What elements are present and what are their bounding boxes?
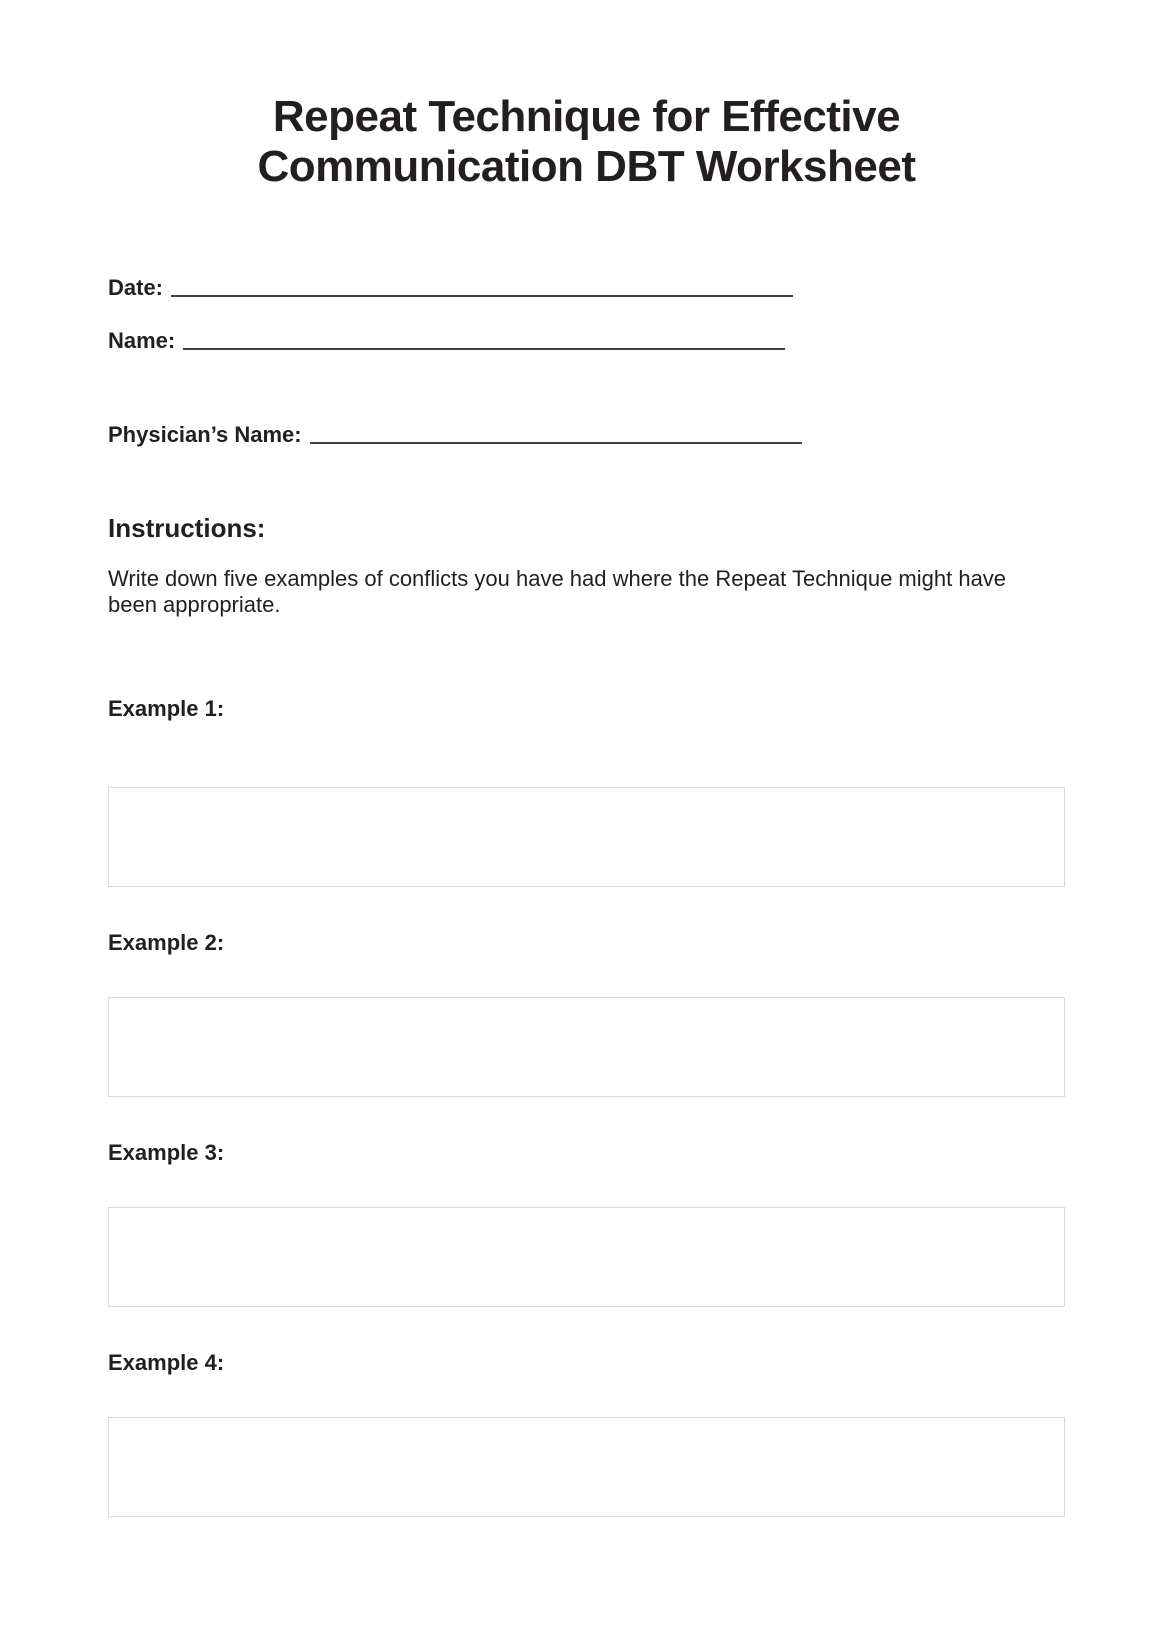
instructions-heading: Instructions: [108,513,266,544]
physician-name-field-row [108,421,1065,449]
instructions-text: Write down five examples of conflicts you have had where the Repeat Technique might have been appropriate. [108,565,1007,617]
physician-name-label: Physician’s Name: [108,422,302,448]
name-input-line[interactable] [183,328,785,350]
physician-name-input-line[interactable] [310,422,802,444]
example-2-label: Example 2: [108,929,225,955]
name-label: Name: [108,328,176,354]
example-1-label: Example 1: [108,695,225,721]
example-4-label: Example 4: [108,1349,225,1375]
date-input-line[interactable] [171,275,793,297]
page-title: Repeat Technique for Effective Communication DBT Worksheet [257,92,916,192]
example-3-answer-box[interactable] [108,1207,1065,1307]
example-3-label: Example 3: [108,1139,225,1165]
name-field-row [108,327,1065,355]
example-4-answer-box[interactable] [108,1417,1065,1517]
date-label: Date: [108,275,164,301]
example-2-answer-box[interactable] [108,997,1065,1097]
example-1-answer-box[interactable] [108,787,1065,887]
date-field-row [108,274,1065,302]
